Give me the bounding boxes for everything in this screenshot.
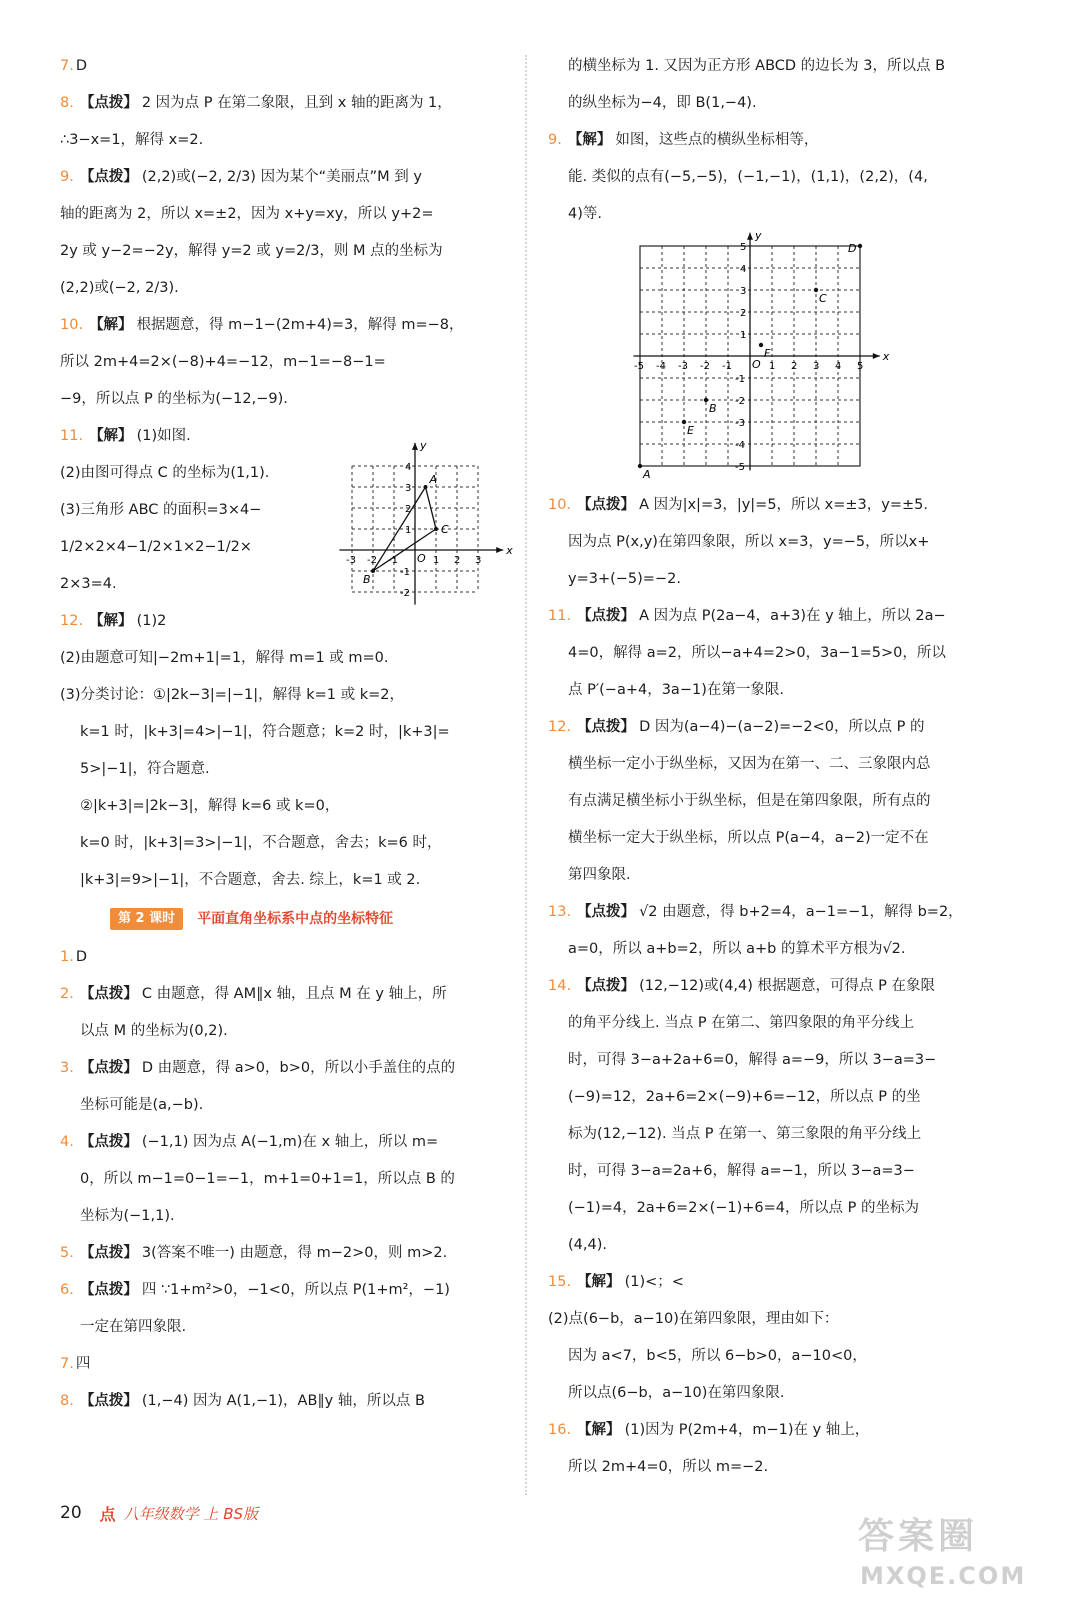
- point-f: [759, 343, 763, 347]
- question-number: 1.: [60, 949, 74, 965]
- answer-tag: 【解】: [89, 317, 133, 333]
- q11-line: 2×3=4.: [60, 576, 117, 592]
- line-text: D: [75, 58, 88, 74]
- line-text: 3(答案不唯一) 由题意，得 m−2>0，则 m>2.: [141, 1245, 448, 1261]
- watermark-en: MXQE.COM: [860, 1562, 1027, 1590]
- question-number: 8.: [60, 1393, 74, 1409]
- y-tick-label: 2: [405, 504, 412, 515]
- x-tick-label: 3: [475, 555, 482, 566]
- x-axis-arrow: [496, 547, 503, 553]
- text-line: [548, 635, 988, 672]
- line-text: 时，可得 3−a=2a+6，解得 a=−1，所以 3−a=3−: [568, 1163, 915, 1179]
- line-text: ∴3−x=1，解得 x=2.: [60, 132, 204, 148]
- text-line: [548, 857, 988, 894]
- text-line: [548, 1375, 988, 1412]
- watermark-cn: 答案圈: [858, 1516, 979, 1557]
- answer-tag: 【点拨】: [577, 719, 636, 735]
- text-line: [548, 159, 988, 196]
- point-c: [434, 527, 438, 531]
- answer-tag: 【点拨】: [79, 1393, 138, 1409]
- question-number: 9.: [60, 169, 74, 185]
- answer-tag: 【解】: [577, 1274, 621, 1290]
- text-line: [60, 1272, 512, 1309]
- q11-line: (3)三角形 ABC 的面积=3×4−: [60, 502, 262, 518]
- question-number: 15.: [548, 1274, 572, 1290]
- text-line: [60, 939, 512, 976]
- x-axis-label: x: [506, 544, 513, 557]
- text-line: [60, 344, 512, 381]
- text-line: [548, 1338, 988, 1375]
- answer-tag: 【点拨】: [79, 1134, 138, 1150]
- line-text: k=1 时，|k+3|=4>|−1|，符合题意；k=2 时，|k+3|=: [80, 724, 450, 740]
- question-number: 4.: [60, 1134, 74, 1150]
- question-number: 7.: [60, 58, 74, 74]
- text-line: [60, 1050, 512, 1087]
- origin-label: O: [752, 358, 761, 371]
- x-axis-arrow: [873, 353, 880, 359]
- y-tick-label: -4: [735, 440, 745, 451]
- answer-tag: 【点拨】: [577, 608, 636, 624]
- question-number: 10.: [60, 317, 84, 333]
- y-tick-label: -1: [400, 567, 410, 578]
- question-number: 6.: [60, 1282, 74, 1298]
- line-text: |k+3|=9>|−1|，不合题意，舍去. 综上，k=1 或 2.: [80, 872, 421, 888]
- answer-tag: 【点拨】: [79, 1245, 138, 1261]
- x-tick-label: -1: [388, 555, 398, 566]
- line-text: 横坐标一定大于纵坐标，所以点 P(a−4，a−2)一定不在: [568, 830, 929, 846]
- text-line: [60, 751, 512, 788]
- book-title: 八年级数学 上 BS版: [123, 1504, 259, 1523]
- text-line: [548, 709, 988, 746]
- text-line: [548, 1153, 988, 1190]
- point-b: [371, 569, 375, 573]
- line-text: (12,−12)或(4,4) 根据题意，可得点 P 在象限: [639, 978, 935, 994]
- figure-triangle-abc: [340, 438, 520, 625]
- text-line: [60, 1309, 512, 1346]
- answer-tag: 【点拨】: [79, 1282, 138, 1298]
- line-text: √2 由题意，得 b+2=4，a−1=−1，解得 b=2，: [639, 904, 963, 920]
- line-text: D: [75, 949, 88, 965]
- y-tick-label: 3: [405, 483, 412, 494]
- question-number: 9.: [548, 132, 562, 148]
- line-text: 有点满足横坐标小于纵坐标，但是在第四象限，所有点的: [568, 793, 931, 809]
- line-text: 的纵坐标为−4，即 B(1,−4).: [568, 95, 757, 111]
- line-text: 所以点(6−b，a−10)在第四象限.: [568, 1385, 785, 1401]
- y-axis-label: y: [420, 438, 427, 452]
- point-label-b: B: [709, 402, 717, 415]
- question-number: 5.: [60, 1245, 74, 1261]
- answer-tag: 【点拨】: [577, 904, 636, 920]
- figure-diagonal-points: [634, 228, 1078, 483]
- column-divider: [525, 55, 527, 1495]
- page-footer: [60, 1498, 258, 1528]
- brand-logo: 点: [99, 1504, 116, 1524]
- text-line: [548, 48, 988, 85]
- line-text: 四 ∵1+m²>0，−1<0，所以点 P(1+m²，−1): [141, 1282, 450, 1298]
- line-text: 以点 M 的坐标为(0,2).: [80, 1023, 228, 1039]
- line-text: 时，可得 3−a+2a+6=0，解得 a=−9，所以 3−a=3−: [568, 1052, 937, 1068]
- text-line: [548, 672, 988, 709]
- text-line: [548, 1079, 988, 1116]
- x-tick-label: 5: [857, 361, 864, 372]
- text-line: [60, 1346, 512, 1383]
- line-text: A 因为|x|=3，|y|=5，所以 x=±3，y=±5.: [639, 497, 928, 513]
- point-d: [858, 244, 862, 248]
- line-text: 能. 类似的点有(−5,−5)，(−1,−1)，(1,1)，(2,2)，(4,: [568, 169, 928, 185]
- line-text: (1)2: [136, 613, 167, 629]
- x-tick-label: 2: [791, 361, 798, 372]
- text-line: [60, 677, 512, 714]
- text-line: [60, 640, 512, 677]
- line-text: (3)分类讨论：①|2k−3|=|−1|，解得 k=1 或 k=2，: [60, 687, 404, 703]
- text-line: [548, 598, 988, 635]
- x-tick-label: 1: [433, 555, 440, 566]
- point-b: [704, 398, 708, 402]
- point-label-b: B: [363, 573, 371, 586]
- point-label-a: A: [643, 468, 651, 481]
- line-text: 横坐标一定小于纵坐标，又因为在第一、二、三象限内总: [568, 756, 931, 772]
- text-line: [548, 783, 988, 820]
- text-line: [60, 1198, 512, 1235]
- text-line: [60, 788, 512, 825]
- line-text: C 由题意，得 AM∥x 轴，且点 M 在 y 轴上，所: [141, 986, 447, 1002]
- line-text: 所以 2m+4=0，所以 m=−2.: [568, 1459, 769, 1475]
- question-number: 7.: [60, 1356, 74, 1372]
- line-text: 标为(12,−12). 当点 P 在第一、第三象限的角平分线上: [568, 1126, 922, 1142]
- text-line: [60, 85, 512, 122]
- text-line: [60, 1124, 512, 1161]
- point-a: [424, 485, 428, 489]
- text-line: [548, 820, 988, 857]
- text-line: [548, 487, 988, 524]
- line-text: (4,4).: [568, 1237, 607, 1253]
- answer-tag: 【点拨】: [577, 978, 636, 994]
- y-tick-label: 2: [740, 308, 747, 319]
- y-tick-label: 4: [740, 264, 747, 275]
- point-label-f: F: [764, 347, 771, 360]
- line-text: ②|k+3|=|2k−3|，解得 k=6 或 k=0，: [80, 798, 340, 814]
- q11-line: 1/2×2×4−1/2×1×2−1/2×: [60, 539, 252, 555]
- text-line: [60, 418, 512, 455]
- question-number: 10.: [548, 497, 572, 513]
- question-number: 13.: [548, 904, 572, 920]
- answer-tag: 【点拨】: [79, 169, 138, 185]
- right-block-b: [548, 487, 988, 1486]
- text-line: [60, 381, 512, 418]
- left-block-a: [60, 48, 512, 455]
- text-line: [60, 714, 512, 751]
- y-tick-label: 1: [740, 330, 747, 341]
- text-line: [60, 976, 512, 1013]
- text-line: [60, 307, 512, 344]
- line-text: 的横坐标为 1. 又因为正方形 ABCD 的边长为 3，所以点 B: [568, 58, 946, 74]
- y-tick-label: 3: [740, 286, 747, 297]
- origin-label: O: [417, 552, 426, 565]
- answer-tag: 【解】: [89, 428, 133, 444]
- lesson-title: 平面直角坐标系中点的坐标特征: [197, 911, 394, 927]
- text-line: [60, 862, 512, 899]
- lesson-badge: 第 2 课时: [110, 908, 183, 930]
- line-text: (2,2)或(−2, 2/3) 因为某个“美丽点”M 到 y: [141, 169, 422, 185]
- line-text: 因为点 P(x,y)在第四象限，所以 x=3，y=−5，所以x+: [568, 534, 930, 550]
- line-text: 所以 2m+4=2×(−8)+4=−12，m−1=−8−1=: [60, 354, 386, 370]
- line-text: (1)如图.: [136, 428, 191, 444]
- line-text: D 因为(a−4)−(a−2)=−2<0，所以点 P 的: [639, 719, 925, 735]
- x-tick-label: -3: [346, 555, 356, 566]
- question-number: 11.: [548, 608, 572, 624]
- y-axis-label: y: [755, 228, 762, 242]
- text-line: [60, 48, 512, 85]
- point-label-d: D: [848, 242, 857, 255]
- point-label-e: E: [687, 424, 694, 437]
- x-tick-label: 2: [454, 555, 461, 566]
- right-block-a: [548, 48, 988, 233]
- answer-tag: 【点拨】: [79, 986, 138, 1002]
- line-text: 2y 或 y−2=−2y，解得 y=2 或 y=2/3，则 M 点的坐标为: [60, 243, 443, 259]
- line-text: k=0 时，|k+3|=3>|−1|，不合题意，舍去；k=6 时，: [80, 835, 442, 851]
- line-text: 一定在第四象限.: [80, 1319, 187, 1335]
- right-column: [548, 48, 988, 1486]
- watermark: [858, 1508, 1028, 1596]
- line-text: (2)点(6−b，a−10)在第四象限，理由如下：: [548, 1311, 839, 1327]
- line-text: (1)因为 P(2m+4，m−1)在 y 轴上，: [624, 1422, 870, 1438]
- line-text: (2)由题意可知|−2m+1|=1，解得 m=1 或 m=0.: [60, 650, 389, 666]
- line-text: (1)<；<: [624, 1274, 684, 1290]
- x-tick-label: -1: [722, 361, 732, 372]
- text-line: [60, 159, 512, 196]
- lesson-header: [60, 899, 512, 939]
- answer-tag: 【解】: [567, 132, 612, 148]
- x-tick-label: -5: [634, 361, 644, 372]
- question-number: 11.: [60, 428, 84, 444]
- text-line: [60, 196, 512, 233]
- line-text: a=0，所以 a+b=2，所以 a+b 的算术平方根为√2.: [568, 941, 906, 957]
- point-label-c: C: [819, 292, 827, 305]
- text-line: [548, 894, 988, 931]
- y-tick-label: -2: [400, 588, 410, 599]
- line-text: 4=0，解得 a=2，所以−a+4=2>0，3a−1=5>0，所以: [568, 645, 946, 661]
- text-line: [548, 1301, 988, 1338]
- text-line: [60, 233, 512, 270]
- text-line: [60, 825, 512, 862]
- line-text: 点 P′(−a+4，3a−1)在第一象限.: [568, 682, 784, 698]
- line-text: A 因为点 P(2a−4，a+3)在 y 轴上，所以 2a−: [639, 608, 946, 624]
- text-line: [548, 931, 988, 968]
- answer-tag: 【解】: [577, 1422, 621, 1438]
- text-line: [60, 1087, 512, 1124]
- x-axis-label: x: [882, 350, 890, 363]
- text-line: [548, 561, 988, 598]
- point-label-c: C: [441, 523, 449, 536]
- point-a: [638, 464, 642, 468]
- left-block-c: [60, 603, 512, 899]
- line-text: (−1)=4，2a+6=2×(−1)+6=4，所以点 P 的坐标为: [568, 1200, 919, 1216]
- text-line: [548, 1449, 988, 1486]
- answer-tag: 【点拨】: [577, 497, 636, 513]
- text-line: [548, 85, 988, 122]
- line-text: 第四象限.: [568, 867, 631, 883]
- point-label-a: A: [429, 473, 438, 486]
- y-tick-label: -5: [735, 462, 745, 473]
- text-line: [60, 1013, 512, 1050]
- x-tick-label: -4: [656, 361, 666, 372]
- line-text: (2,2)或(−2, 2/3).: [60, 280, 179, 296]
- line-text: 如图，这些点的横纵坐标相等，: [615, 132, 819, 148]
- question-number: 3.: [60, 1060, 74, 1076]
- y-tick-label: 4: [405, 462, 412, 473]
- x-tick-label: -3: [678, 361, 688, 372]
- x-tick-label: 1: [769, 361, 776, 372]
- left-block-d: [60, 939, 512, 1420]
- text-line: [60, 270, 512, 307]
- page-number: 20: [60, 1503, 82, 1523]
- line-text: 轴的距离为 2，所以 x=±2，因为 x+y=xy，所以 y+2=: [60, 206, 434, 222]
- line-text: 坐标为(−1,1).: [80, 1208, 175, 1224]
- y-tick-label: -1: [735, 374, 745, 385]
- q11-block: [60, 438, 513, 603]
- line-text: 因为 a<7，b<5，所以 6−b>0，a−10<0，: [568, 1348, 867, 1364]
- point-c: [814, 288, 818, 292]
- text-line: [548, 1412, 988, 1449]
- line-text: 坐标可能是(a,−b).: [80, 1097, 204, 1113]
- line-text: 0，所以 m−1=0−1=−1，m+1=0+1=1，所以点 B 的: [80, 1171, 455, 1187]
- x-tick-label: -2: [367, 555, 377, 566]
- answer-tag: 【点拨】: [79, 95, 138, 111]
- line-text: 根据题意，得 m−1−(2m+4)=3，解得 m=−8，: [136, 317, 464, 333]
- text-line: [60, 122, 512, 159]
- text-line: [548, 1005, 988, 1042]
- line-text: (−1,1) 因为点 A(−1,m)在 x 轴上，所以 m=: [141, 1134, 439, 1150]
- answer-tag: 【解】: [89, 613, 133, 629]
- text-line: [60, 1383, 512, 1420]
- left-column: [60, 48, 512, 1420]
- text-line: [548, 122, 988, 159]
- question-number: 2.: [60, 986, 74, 1002]
- line-text: 5>|−1|，符合题意.: [80, 761, 210, 777]
- question-number: 12.: [60, 613, 84, 629]
- line-text: 2 因为点 P 在第二象限，且到 x 轴的距离为 1，: [141, 95, 452, 111]
- question-number: 8.: [60, 95, 74, 111]
- question-number: 12.: [548, 719, 572, 735]
- text-line: [548, 1264, 988, 1301]
- x-tick-label: -2: [700, 361, 710, 372]
- text-line: [548, 968, 988, 1005]
- line-text: 四: [75, 1356, 91, 1372]
- text-line: [548, 1116, 988, 1153]
- answer-tag: 【点拨】: [79, 1060, 138, 1076]
- text-line: [60, 1161, 512, 1198]
- text-line: [548, 1227, 988, 1264]
- line-text: 的角平分线上. 当点 P 在第二、第四象限的角平分线上: [568, 1015, 915, 1031]
- question-number: 16.: [548, 1422, 572, 1438]
- line-text: 4)等.: [568, 206, 602, 222]
- line-text: D 由题意，得 a>0，b>0，所以小手盖住的点的: [141, 1060, 456, 1076]
- text-line: [548, 196, 988, 233]
- text-line: [548, 1190, 988, 1227]
- point-e: [682, 420, 686, 424]
- y-tick-label: 5: [740, 242, 747, 253]
- text-line: [548, 524, 988, 561]
- q11-line: (2)由图可得点 C 的坐标为(1,1).: [60, 465, 270, 481]
- x-tick-label: 4: [835, 361, 842, 372]
- line-text: (−9)=12，2a+6=2×(−9)+6=−12，所以点 P 的坐: [568, 1089, 921, 1105]
- line-text: −9，所以点 P 的坐标为(−12,−9).: [60, 391, 288, 407]
- line-text: (1,−4) 因为 A(1,−1)，AB∥y 轴，所以点 B: [141, 1393, 425, 1409]
- text-line: [548, 746, 988, 783]
- question-number: 14.: [548, 978, 572, 994]
- y-axis-arrow: [747, 233, 753, 240]
- x-tick-label: 3: [813, 361, 820, 372]
- text-line: [548, 1042, 988, 1079]
- y-tick-label: 1: [405, 525, 412, 536]
- y-tick-label: -3: [735, 418, 745, 429]
- text-line: [60, 1235, 512, 1272]
- line-text: y=3+(−5)=−2.: [568, 571, 681, 587]
- y-tick-label: -2: [735, 396, 745, 407]
